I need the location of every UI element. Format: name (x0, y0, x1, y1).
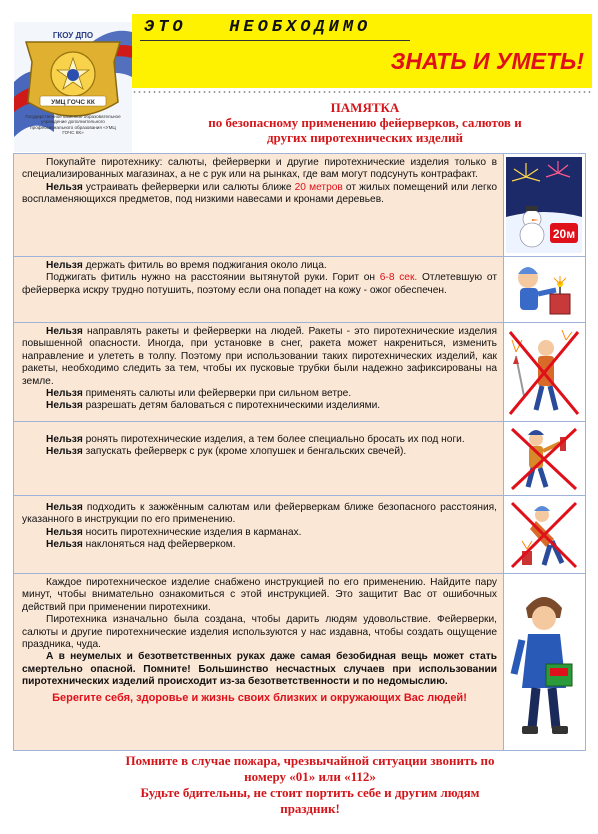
table-row (14, 323, 585, 422)
rule-cell (14, 496, 504, 573)
rule-text: от жилых помещений или легко воспламеняющихся предметов, под низкими навесами и кронами деревьев. (22, 181, 498, 206)
rule-bold: Нельзя (46, 326, 83, 337)
crossed-firecracker-throw-picture (505, 424, 583, 493)
rule-bold: Нельзя (46, 502, 83, 513)
rule-bold: Нельзя (46, 526, 83, 538)
rule-text: Отлетевшую от фейерверка искру трудно потушить, поэтому если она попадет на кожу - ожог обеспечен. (22, 272, 497, 296)
rule-text: Пиротехника изначально была создана, чтобы дарить людям удовольствие. Фейерверки, салюты и другие пиротехнические изделия используются у нас издавна, чтобы создать ощущение праздника, чуда. (22, 614, 497, 651)
rule-cell (14, 323, 504, 421)
banner-line2: ЗНАТЬ И УМЕТЬ! (390, 48, 584, 74)
table-row (14, 574, 585, 750)
title-line3: других пиротехнических изделий (266, 130, 464, 145)
table-row (14, 154, 585, 257)
banner (132, 14, 592, 88)
footer (40, 753, 580, 817)
emblem-logo (14, 22, 132, 152)
footer-line2: номеру «01» или «112» (244, 769, 376, 784)
rule-text: Каждое пиротехническое изделие снабжено инструкцией по его применению. Найдите пару минут, чтобы внимательно ознакомиться с этой инструкцией. Это защитит Вас от ошибочных действий при применении пиротехники. (22, 577, 497, 613)
distance-badge: 20м (552, 227, 576, 241)
rule-text: запускать фейерверк с рук (кроме хлопушек и бенгальских свечей). (82, 446, 407, 458)
table-row (14, 422, 585, 496)
rule-text: Поджигать фитиль нужно на расстоянии вытянутой руки. Горит он (46, 272, 380, 284)
child-lighting-fuse-picture (505, 259, 583, 320)
rule-bold: А в неумелых и безответственных руках даже самая безобидная вещь может стать смертельно опасной. Помните! Большинство несчастных случаев при использовании пиротехнических изделий происходит из-за безответственности и по недомыслию. (22, 651, 497, 688)
footer-line1: Помните в случае пожара, чрезвычайной ситуации звонить по (125, 753, 495, 768)
rule-highlight: Берегите себя, здоровье и жизнь своих близких и окружающих Вас людей! (52, 691, 467, 704)
rule-highlight: 20 метров (294, 181, 343, 193)
rule-text: устраивать фейерверки или салюты ближе (82, 181, 295, 193)
title-line1: ПАМЯТКА (330, 100, 400, 115)
table-row (14, 496, 585, 574)
dotted-divider (132, 90, 592, 94)
rule-cell (14, 574, 504, 750)
table-row (14, 257, 585, 323)
rule-cell (14, 154, 504, 256)
rule-text: направлять ракеты и фейерверки на людей. Ракеты - это пиротехнические изделия повышенной опасности. Иногда, при установке в снег, ракета может накрениться, изменить направление и улететь в толпу. Поэтому при использовании таких пиротехнических изделий, как ракеты, необходимо следить за тем, чтобы их пусковые трубки были надежно зафиксированы на земле. (22, 326, 497, 387)
rule-text: подходить к зажжённым салютам или фейерверкам ближе безопасного расстояния, указанного в инструкции по его применению. (22, 502, 497, 526)
rules-table (13, 153, 586, 751)
rule-bold: Нельзя (46, 400, 83, 412)
banner-underline (140, 40, 410, 41)
page-title (140, 100, 590, 145)
rule-bold: Нельзя (46, 539, 83, 551)
emblem-caption: Государственное казенное образовательное учреждение дополнительного профессионального образования «УМЦ ГОЧС КК» (25, 114, 121, 136)
footer-line3: Будьте бдительны, не стоит портить себе и другим людям (140, 785, 480, 800)
rule-cell (14, 422, 504, 495)
rule-bold: Нельзя (46, 446, 83, 458)
rule-text: держать фитиль во время поджигания около лица. (82, 260, 327, 271)
rule-cell (14, 257, 504, 322)
rule-text: разрешать детям баловаться с пиротехническими изделиями. (82, 400, 381, 412)
rule-bold: Нельзя (46, 260, 83, 271)
footer-line4: праздник! (280, 801, 340, 816)
rule-text: применять салюты или фейерверки при сильном ветре. (82, 388, 352, 400)
rule-text: носить пиротехнические изделия в карманах. (82, 526, 302, 538)
emblem-top-text: ГКОУ ДПО (52, 31, 94, 40)
boy-with-firework-box-picture (505, 576, 583, 748)
rule-bold: Нельзя (46, 181, 83, 193)
header (0, 0, 598, 155)
banner-line1: ЭТО НЕОБХОДИМО (144, 18, 372, 37)
rule-bold: Нельзя (46, 434, 83, 445)
crossed-leaning-over-firework-picture (505, 498, 583, 571)
title-line2: по безопасному применению фейерверков, салютов и (208, 115, 522, 130)
rule-highlight: 6-8 сек. (379, 272, 418, 284)
rule-text: Покупайте пиротехнику: салюты, фейерверки и другие пиротехнические изделия только в специализированных магазинах, а не с рук или на рынках, где вам могут подсунуть контрафакт. (22, 157, 497, 181)
crossed-rocket-launch-picture (505, 325, 583, 419)
fireworks-snowman-picture (505, 156, 583, 254)
rule-text: ронять пиротехнические изделия, а тем более специально бросать их под ноги. (82, 434, 465, 445)
emblem-ribbon-text: УМЦ ГОЧС КК (51, 99, 95, 106)
rule-text: наклоняться над фейерверком. (82, 539, 236, 551)
rule-bold: Нельзя (46, 388, 83, 400)
